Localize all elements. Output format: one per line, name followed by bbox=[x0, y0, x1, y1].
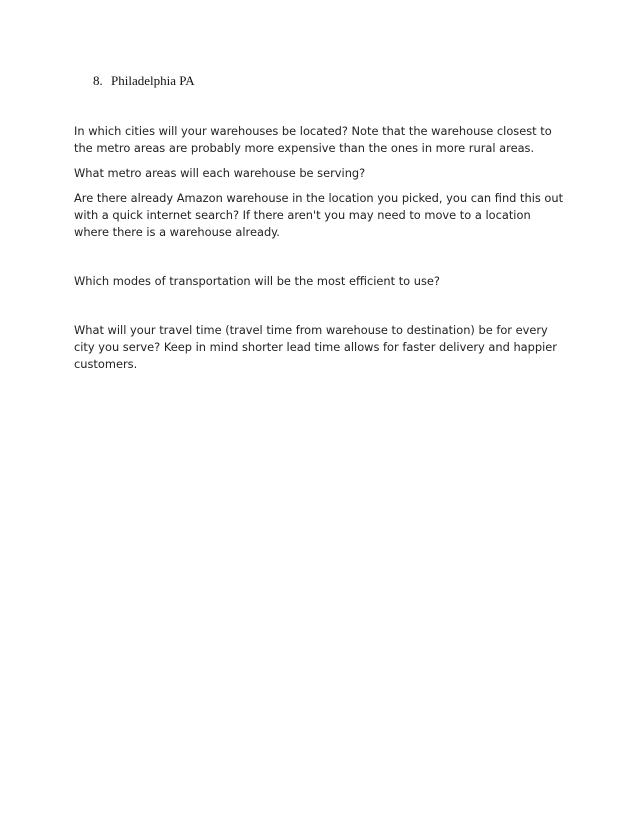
question-warehouse-cities: In which cities will your warehouses be located? Note that the warehouse closest to the metro areas are probably more expensive than the ones in more rural areas. bbox=[74, 124, 552, 155]
question-metro-areas: What metro areas will each warehouse be serving? bbox=[74, 166, 366, 180]
question-transportation-modes: Which modes of transportation will be the most efficient to use? bbox=[74, 274, 440, 288]
question-existing-warehouse: Are there already Amazon warehouse in the location you picked, you can find this out with a quick internet search? If there aren't you may need to move to a location where there is a warehouse already. bbox=[74, 191, 564, 239]
list-item-number: 8. bbox=[93, 73, 103, 88]
numbered-list-item bbox=[93, 73, 195, 89]
list-item-text: Philadelphia PA bbox=[111, 73, 195, 88]
question-travel-time: What will your travel time (travel time from warehouse to destination) be for every city you serve? Keep in mind shorter lead time allows for faster delivery and happier customers. bbox=[74, 323, 557, 371]
